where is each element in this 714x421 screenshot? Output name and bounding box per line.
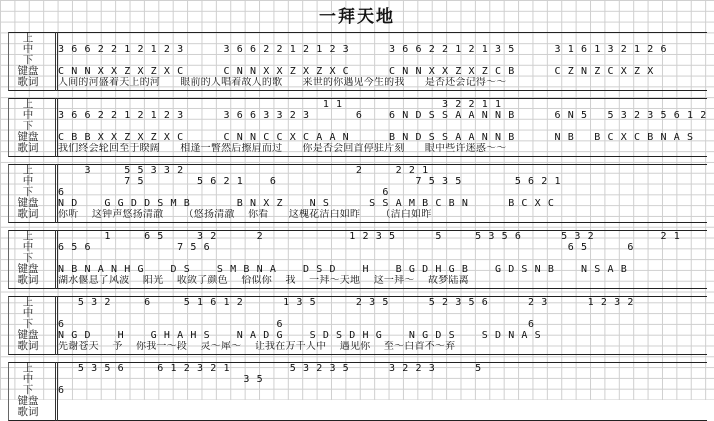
row-label-lyrics: 歌词	[17, 274, 39, 286]
row-label-lyrics: 歌词	[17, 340, 39, 352]
keyboard-keys: C N N X X Z X Z X C C N N X X Z X Z X C C N N X X Z X Z C B C Z N Z C X Z X	[58, 66, 654, 77]
score-block-2	[0, 98, 714, 157]
row-label-lyrics: 歌词	[17, 208, 39, 220]
row-label-middle: 中	[22, 175, 34, 187]
upper-octave-notes: 5 3 2 6 5 1 6 1 2 1 3 5 2 3 5 5 2 3 5 6 2 3 1 2 3 2	[58, 297, 634, 308]
row-label-upper: 上	[22, 98, 34, 110]
keyboard-keys: N B N A N H G D S S M B N A D S D H B G D H G B G D S N B N S A B	[58, 264, 628, 275]
lyrics-line: 先谢苍天 予 你我一～段 灵～犀～ 让我在万千人中 遇见你 至～白首不～弃	[58, 341, 456, 352]
upper-octave-notes: 1 6 5 3 2 2 1 2 3 5 5 5 3 5 6 5 3 2 2 1	[58, 231, 681, 242]
middle-octave-notes: 6 5 6 7 5 6 6 5 6	[58, 242, 634, 253]
row-label-lower: 下	[22, 318, 34, 330]
row-label-lyrics: 歌词	[17, 406, 39, 418]
lyrics-line: 湖水偃息了风波 阳光 收敛了颜色 恰似你 我 一拜～天地 这一拜～ 故梦陆离	[58, 275, 469, 286]
row-label-lower: 下	[22, 54, 34, 66]
row-label-middle: 中	[22, 241, 34, 253]
keyboard-keys: N D G G D D S M B B N X Z N S S S A M B C B N B C X C	[58, 198, 555, 209]
middle-octave-notes: 3 6 6 2 2 1 2 1 2 3 3 6 6 3 3 2 3 6 6 N D S S A A N N B 6 N 5 5 3 2 3 5 6 1 2	[58, 110, 707, 121]
row-label-keys: 键盘	[17, 329, 39, 341]
lower-octave-notes: 6 6 6	[58, 319, 535, 330]
lower-octave-notes: 6	[58, 385, 65, 396]
score-block-1	[0, 32, 714, 91]
middle-octave-notes: 7 5 5 6 2 1 6 7 5 3 5 5 6 2 1	[58, 176, 562, 187]
score-block-3	[0, 164, 714, 223]
lyrics-line: 我们终会轮回至于睽阔 相逢一瞥然后擦肩而过 你是否会回首停驻片刻 眼中些许迷惑～～	[58, 143, 507, 154]
score-block-5	[0, 296, 714, 355]
lyrics-line: 你听 这钟声悠扬清澈 （悠扬清澈 你看 这槐花洁白如昨 （洁白如昨	[58, 209, 432, 220]
upper-octave-notes: 1 1 3 2 2 1 1	[58, 99, 502, 110]
row-label-middle: 中	[22, 307, 34, 319]
row-label-lyrics: 歌词	[17, 142, 39, 154]
row-label-middle: 中	[22, 43, 34, 55]
row-label-upper: 上	[22, 32, 34, 44]
row-label-keys: 键盘	[17, 65, 39, 77]
keyboard-keys: N G D H G H A H S N A D G S D S D H G N G D S S D N A S	[58, 330, 542, 341]
middle-octave-notes: 3 5	[58, 374, 264, 385]
lyrics-line: 人间的河盛着天上的河 眼前的人唱着故人的歌 来世的你遇见今生的我 是否还会记得～～	[58, 77, 507, 88]
row-label-lower: 下	[22, 384, 34, 396]
row-label-lower: 下	[22, 252, 34, 264]
score-block-4	[0, 230, 714, 289]
lower-octave-notes: 6 6	[58, 187, 390, 198]
song-title: 一拜天地	[319, 7, 395, 27]
row-label-upper: 上	[22, 164, 34, 176]
row-label-keys: 键盘	[17, 131, 39, 143]
row-label-middle: 中	[22, 109, 34, 121]
keyboard-keys: C B B X X Z X Z X C C N N C C X C A A N B N D S S A A N N B N B B C X C B N A S	[58, 132, 694, 143]
row-label-upper: 上	[22, 296, 34, 308]
upper-octave-notes: 5 3 5 6 6 1 2 3 2 1 5 3 2 3 5 3 2 2 3 5	[58, 363, 482, 374]
row-label-keys: 键盘	[17, 263, 39, 275]
row-label-upper: 上	[22, 230, 34, 242]
row-label-lower: 下	[22, 120, 34, 132]
row-label-keys: 键盘	[17, 197, 39, 209]
row-label-lyrics: 歌词	[17, 76, 39, 88]
row-label-middle: 中	[22, 373, 34, 385]
upper-octave-notes: 3 5 5 3 3 2 2 2 2 1	[58, 165, 429, 176]
score-block-6	[0, 362, 714, 421]
middle-octave-notes: 3 6 6 2 2 1 2 1 2 3 3 6 6 2 2 1 2 1 2 3 3 6 6 2 2 1 2 1 3 5 3 1 6 1 3 2 1 2 6	[58, 44, 668, 55]
row-label-upper: 上	[22, 362, 34, 374]
row-label-lower: 下	[22, 186, 34, 198]
row-label-keys: 键盘	[17, 395, 39, 407]
